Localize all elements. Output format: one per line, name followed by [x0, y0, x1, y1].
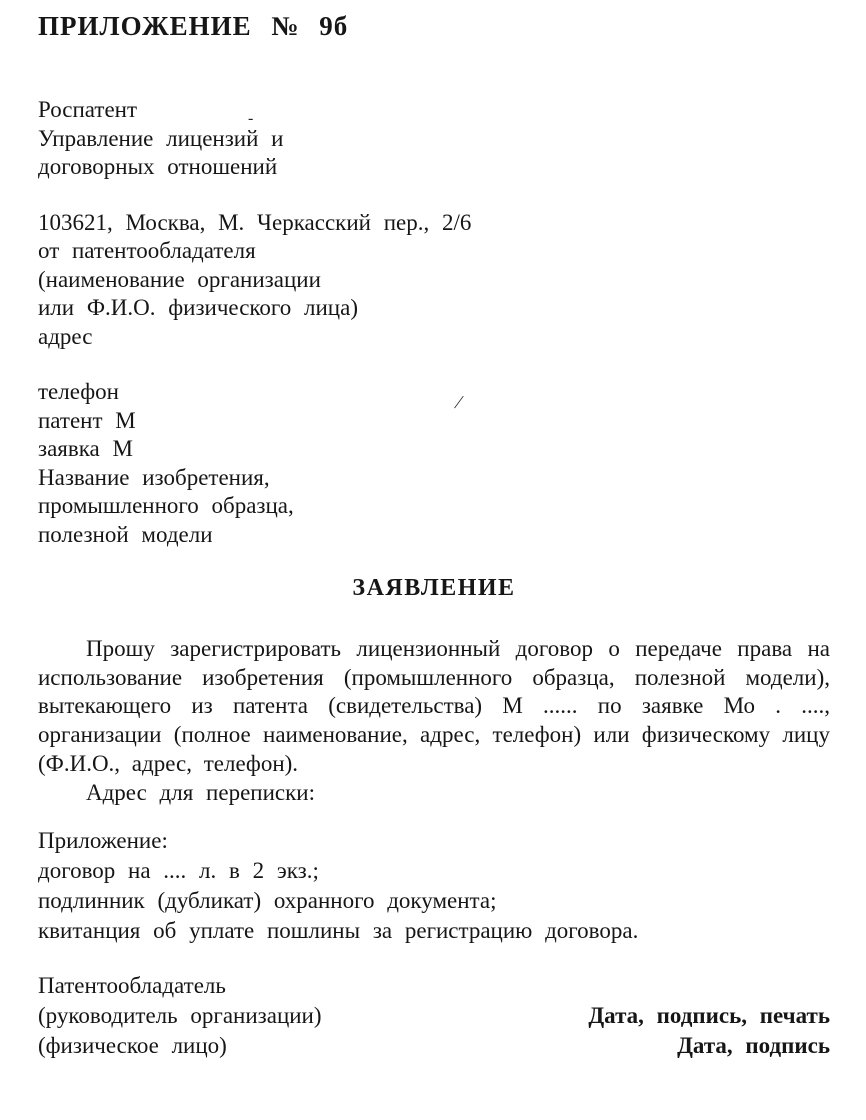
- attachment-item: квитанция об уплате пошлины за регистрацию договора.: [38, 918, 639, 944]
- signature-date-label: Дата, подпись: [677, 1033, 830, 1059]
- details-line: Название изобретения,: [38, 464, 270, 490]
- scan-artifact-slash: /: [453, 392, 464, 412]
- sender-line: адрес: [38, 323, 93, 349]
- document-title: ПРИЛОЖЕНИЕ № 9б: [38, 11, 349, 41]
- details-line: промышленного образца,: [38, 493, 294, 518]
- details-block: [38, 378, 830, 549]
- details-line: патент М: [38, 407, 136, 433]
- addressee-line: Управление лицензий и: [38, 125, 284, 151]
- attachments-block: [38, 826, 830, 946]
- signature-row: [38, 1031, 830, 1061]
- addressee-line: Роспатент: [38, 97, 138, 122]
- correspondence-address-line: Адрес для переписки:: [86, 779, 315, 805]
- signature-date-label: Дата, подпись, печать: [588, 1003, 830, 1029]
- attachments-heading: Приложение:: [38, 828, 168, 854]
- scan-artifact-dash: -: [248, 110, 254, 127]
- sender-line: от патентообладателя: [38, 238, 256, 263]
- details-line: заявка М: [38, 436, 133, 461]
- statement-heading: ЗАЯВЛЕНИЕ: [352, 575, 516, 601]
- signature-row: [38, 971, 830, 1001]
- attachment-item: подлинник (дубликат) охранного документа;: [38, 888, 497, 914]
- attachment-item: договор на .... л. в 2 экз.;: [38, 858, 319, 884]
- details-line: полезной модели: [38, 521, 213, 547]
- signatory-label: (физическое лицо): [38, 1033, 227, 1059]
- statement-paragraph: Прошу зарегистрировать лицензионный договор о передаче права на использование изобретения (промышленного образца, полезной модели), вытекающего из патента (свидетельства) М ...... по заявке Мо . ...., организации (полное наименование, адрес, телефон) или физическому лицу (Ф.И.О., адрес, телефон).: [38, 636, 830, 776]
- addressee-block: [38, 96, 830, 182]
- details-line: телефон: [38, 379, 119, 404]
- signatory-label: (руководитель организации): [38, 1003, 322, 1029]
- sender-block: [38, 209, 830, 352]
- sender-line: (наименование организации: [38, 266, 321, 292]
- sender-address-line: 103621, Москва, М. Черкасский пер., 2/6: [38, 209, 472, 235]
- signature-block: [38, 971, 830, 1061]
- sender-line: или Ф.И.О. физического лица): [38, 295, 358, 320]
- signatory-label: Патентообладатель: [38, 973, 226, 999]
- signature-row: [38, 1001, 830, 1031]
- addressee-line: договорных отношений: [38, 154, 278, 179]
